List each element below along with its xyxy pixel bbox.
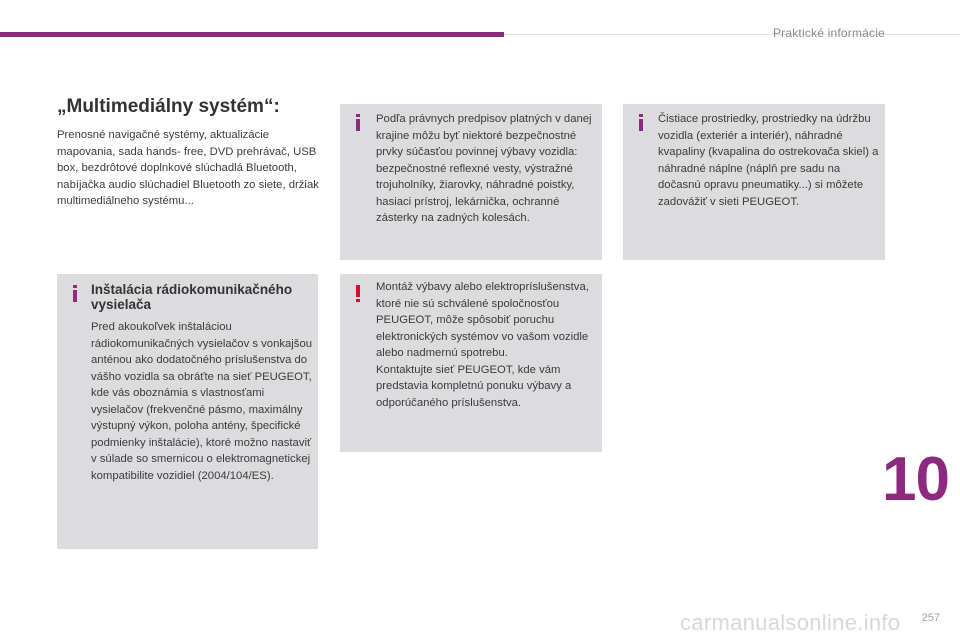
cleaning-products-text: Čistiace prostriedky, prostriedky na údržbu vozidla (exteriér a interiér), náhradné kvapaliny (kvapalina do ostrekovača skiel) a náhradné náplne (náplň pre sadu na dočasnú opravu pneumatiky...) si môžete zadovážiť v sieti PEUGEOT. [658, 113, 879, 208]
chapter-number: 10 [882, 445, 949, 514]
radio-transmitter-text: Pred akoukoľvek inštaláciou rádiokomunikačných vysielačov s vonkajšou anténou ako dodatočného príslušenstva do vášho vozidla sa obráťte na sieť PEUGEOT, kde vás oboznámia s vlastnosťami vysielačov (frekvenčné pásmo, maximálny výstupný výkon, poloha antény, špecifické podmienky inštalácie), ktoré možno nastaviť v súlade so smernicou o elektromagnetickej kompatibilite vozidiel (2004/104/ES). [91, 321, 313, 482]
legal-equipment-info-box [340, 104, 602, 260]
header-divider [504, 34, 960, 35]
info-icon [639, 114, 643, 131]
warning-icon [356, 285, 360, 302]
section-title: Praktické informácie [772, 26, 885, 40]
radio-transmitter-info-box [57, 274, 318, 549]
watermark: carmanualsonline.info [680, 610, 901, 635]
page-number: 257 [921, 612, 940, 624]
installation-warning-text: Montáž výbavy alebo elektropríslušenstva, ktoré nie sú schválené spoločnosťou PEUGEOT, môže spôsobiť poruchu elektronických systémov vo vašom vozidle alebo nadmernú spotrebu. Kontaktujte sieť PEUGEOT, kde vám predstavia kompletnú ponuku výbavy a odporúčaného príslušenstva. [376, 281, 589, 409]
info-icon [356, 114, 360, 131]
header-accent-bar [0, 32, 504, 37]
radio-transmitter-heading: Inštalácia rádiokomunikačného vysielača [91, 282, 293, 312]
installation-warning-box [340, 274, 602, 452]
legal-equipment-text: Podľa právnych predpisov platných v danej krajine môžu byť niektoré bezpečnostné prvky súčasťou povinnej výbavy vozidla: bezpečnostné reflexné vesty, výstražné trojuholníky, žiarovky, náhradné poistky, hasiaci prístroj, lekárnička, ochranné zásterky na zadných kolesách. [376, 113, 592, 224]
intro-paragraph: Prenosné navigačné systémy, aktualizácie mapovania, sada hands- free, DVD prehrávač, USB box, bezdrôtové doplnkové slúchadlá Bluetooth, nabíjačka audio slúchadiel Bluetooth zo siete, držiak multimediálneho systému... [57, 129, 319, 207]
cleaning-products-info-box [623, 104, 885, 260]
page-heading: „Multimediálny systém“: [57, 96, 280, 117]
info-icon [73, 285, 77, 302]
